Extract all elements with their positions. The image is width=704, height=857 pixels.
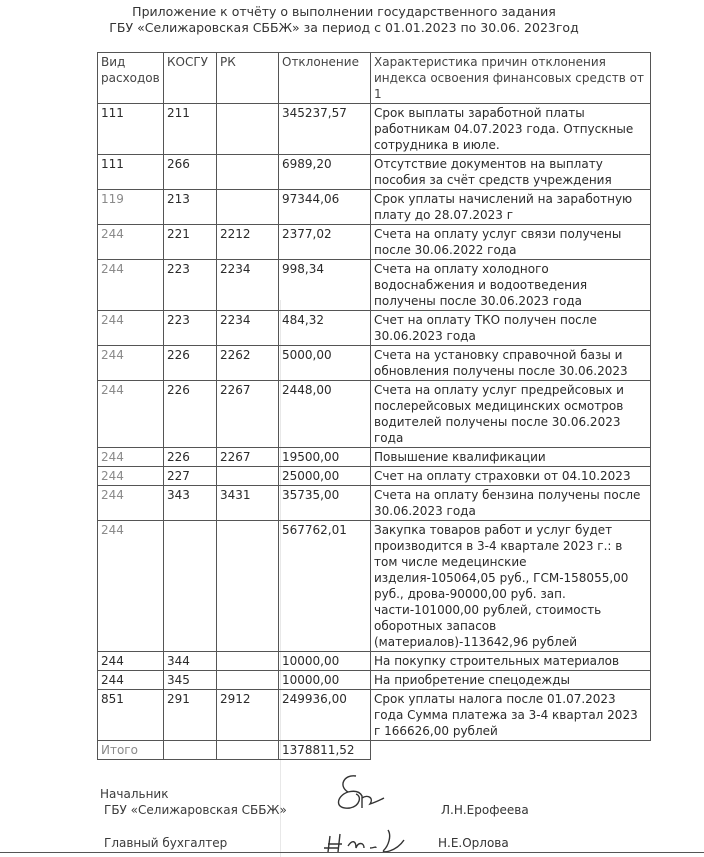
cell-rk bbox=[217, 671, 279, 690]
accountant-name: Н.Е.Орлова bbox=[438, 836, 509, 850]
cell-vid: 244 bbox=[98, 448, 164, 467]
cell-kosgu: 223 bbox=[164, 260, 217, 311]
cell-kosgu: 344 bbox=[164, 652, 217, 671]
cell-reason: Счета на оплату холодного водоснабжения и водоотведения получены после 30.06.2023 года bbox=[371, 260, 651, 311]
table-row bbox=[98, 467, 651, 486]
cell-kosgu: 291 bbox=[164, 690, 217, 741]
total-empty-cell bbox=[164, 741, 217, 760]
cell-vid: 119 bbox=[98, 190, 164, 225]
col-header-rk: РК bbox=[217, 53, 279, 104]
cell-otkl: 484,32 bbox=[279, 311, 371, 346]
cell-kosgu: 227 bbox=[164, 467, 217, 486]
cell-vid: 111 bbox=[98, 155, 164, 190]
cell-kosgu: 221 bbox=[164, 225, 217, 260]
table-row bbox=[98, 190, 651, 225]
table-row bbox=[98, 104, 651, 155]
table-row bbox=[98, 521, 651, 652]
cell-kosgu: 266 bbox=[164, 155, 217, 190]
cell-rk: 2912 bbox=[217, 690, 279, 741]
cell-vid: 244 bbox=[98, 467, 164, 486]
table-row bbox=[98, 346, 651, 381]
cell-otkl: 249936,00 bbox=[279, 690, 371, 741]
table-row bbox=[98, 225, 651, 260]
table-header-row bbox=[98, 53, 651, 104]
cell-vid: 244 bbox=[98, 346, 164, 381]
cell-reason: На приобретение спецодежды bbox=[371, 671, 651, 690]
cell-vid: 244 bbox=[98, 486, 164, 521]
cell-rk: 2267 bbox=[217, 381, 279, 448]
cell-otkl: 25000,00 bbox=[279, 467, 371, 486]
cell-rk bbox=[217, 652, 279, 671]
cell-rk: 2234 bbox=[217, 311, 279, 346]
cell-vid: 244 bbox=[98, 311, 164, 346]
cell-vid: 244 bbox=[98, 381, 164, 448]
cell-rk bbox=[217, 521, 279, 652]
cell-kosgu: 226 bbox=[164, 346, 217, 381]
cell-reason: Счет на оплату страховки от 04.10.2023 bbox=[371, 467, 651, 486]
head-title: Начальник bbox=[100, 787, 169, 801]
table-row bbox=[98, 381, 651, 448]
cell-rk bbox=[217, 190, 279, 225]
cell-reason: Счета на оплату услуг связи получены после 30.06.2022 года bbox=[371, 225, 651, 260]
cell-reason: Срок выплаты заработной платы работникам 04.07.2023 года. Отпускные сотрудника в июле. bbox=[371, 104, 651, 155]
cell-kosgu: 226 bbox=[164, 381, 217, 448]
total-value: 1378811,52 bbox=[279, 741, 371, 760]
cell-reason: Срок уплаты начислений на заработную плату до 28.07.2023 г bbox=[371, 190, 651, 225]
table-row bbox=[98, 311, 651, 346]
head-name: Л.Н.Ерофеева bbox=[441, 803, 529, 817]
cell-rk: 2267 bbox=[217, 448, 279, 467]
cell-vid: 244 bbox=[98, 260, 164, 311]
cell-otkl: 2448,00 bbox=[279, 381, 371, 448]
cell-vid: 111 bbox=[98, 104, 164, 155]
cell-vid: 244 bbox=[98, 671, 164, 690]
cell-vid: 244 bbox=[98, 225, 164, 260]
cell-reason: Счета на оплату бензина получены после 30.06.2023 года bbox=[371, 486, 651, 521]
cell-kosgu bbox=[164, 521, 217, 652]
cell-otkl: 10000,00 bbox=[279, 671, 371, 690]
table-row bbox=[98, 652, 651, 671]
page-bottom-edge bbox=[0, 852, 704, 853]
cell-reason: Закупка товаров работ и услуг будет производится в 3-4 квартале 2023 г.: в том числе медецинские изделия-105064,05 руб., ГСМ-158055,00 руб., дрова-90000,00 руб. зап. части-101000,00 рублей, стоимость оборотных запасов (материалов)-113642,96 рублей bbox=[371, 521, 651, 652]
table-row bbox=[98, 448, 651, 467]
cell-otkl: 97344,06 bbox=[279, 190, 371, 225]
cell-rk: 3431 bbox=[217, 486, 279, 521]
cell-otkl: 35735,00 bbox=[279, 486, 371, 521]
cell-rk: 2234 bbox=[217, 260, 279, 311]
head-organization: ГБУ «Селижаровская СББЖ» bbox=[104, 803, 287, 817]
cell-kosgu: 213 bbox=[164, 190, 217, 225]
document-subtitle: ГБУ «Селижаровская СББЖ» за период с 01.01.2023 по 30.06. 2023год bbox=[109, 20, 579, 35]
cell-reason: Отсутствие документов на выплату пособия за счёт средств учреждения bbox=[371, 155, 651, 190]
cell-otkl: 10000,00 bbox=[279, 652, 371, 671]
deviation-table bbox=[97, 52, 651, 760]
total-blank bbox=[371, 741, 651, 760]
cell-vid: 244 bbox=[98, 521, 164, 652]
total-empty-cell bbox=[217, 741, 279, 760]
cell-reason: Счета на установку справочной базы и обновления получены после 30.06.2023 bbox=[371, 346, 651, 381]
cell-otkl: 6989,20 bbox=[279, 155, 371, 190]
cell-otkl: 5000,00 bbox=[279, 346, 371, 381]
cell-rk bbox=[217, 467, 279, 486]
cell-rk: 2212 bbox=[217, 225, 279, 260]
cell-kosgu: 226 bbox=[164, 448, 217, 467]
document-title: Приложение к отчёту о выполнении государственного задания bbox=[132, 4, 556, 19]
cell-reason: На покупку строительных материалов bbox=[371, 652, 651, 671]
cell-vid: 851 bbox=[98, 690, 164, 741]
col-header-otkl: Отклонение bbox=[279, 53, 371, 104]
cell-reason: Счет на оплату ТКО получен после 30.06.2023 года bbox=[371, 311, 651, 346]
col-header-vid: Вид расходов bbox=[98, 53, 164, 104]
cell-otkl: 567762,01 bbox=[279, 521, 371, 652]
col-header-kosgu: КОСГУ bbox=[164, 53, 217, 104]
table-row bbox=[98, 690, 651, 741]
cell-rk: 2262 bbox=[217, 346, 279, 381]
table-row bbox=[98, 260, 651, 311]
cell-rk bbox=[217, 104, 279, 155]
head-signature bbox=[326, 768, 386, 816]
table-row bbox=[98, 486, 651, 521]
table-body bbox=[98, 104, 651, 741]
cell-kosgu: 211 bbox=[164, 104, 217, 155]
accountant-title: Главный бухгалтер bbox=[104, 836, 228, 850]
cell-otkl: 19500,00 bbox=[279, 448, 371, 467]
table-row bbox=[98, 671, 651, 690]
cell-otkl: 998,34 bbox=[279, 260, 371, 311]
cell-reason: Повышение квалификации bbox=[371, 448, 651, 467]
cell-vid: 244 bbox=[98, 652, 164, 671]
col-header-reason: Характеристика причин отклонения индекса освоения финансовых средств от 1 bbox=[371, 53, 651, 104]
cell-kosgu: 223 bbox=[164, 311, 217, 346]
cell-kosgu: 343 bbox=[164, 486, 217, 521]
cell-otkl: 345237,57 bbox=[279, 104, 371, 155]
cell-otkl: 2377,02 bbox=[279, 225, 371, 260]
total-row bbox=[98, 741, 651, 760]
cell-reason: Срок уплаты налога после 01.07.2023 года Сумма платежа за 3-4 квартал 2023 г 166626,00 рублей bbox=[371, 690, 651, 741]
cell-rk bbox=[217, 155, 279, 190]
total-label: Итого bbox=[98, 741, 164, 760]
cell-kosgu: 345 bbox=[164, 671, 217, 690]
cell-reason: Счета на оплату услуг предрейсовых и послерейсовых медицинских осмотров водителей получены после 30.06.2023 года bbox=[371, 381, 651, 448]
table-row bbox=[98, 155, 651, 190]
